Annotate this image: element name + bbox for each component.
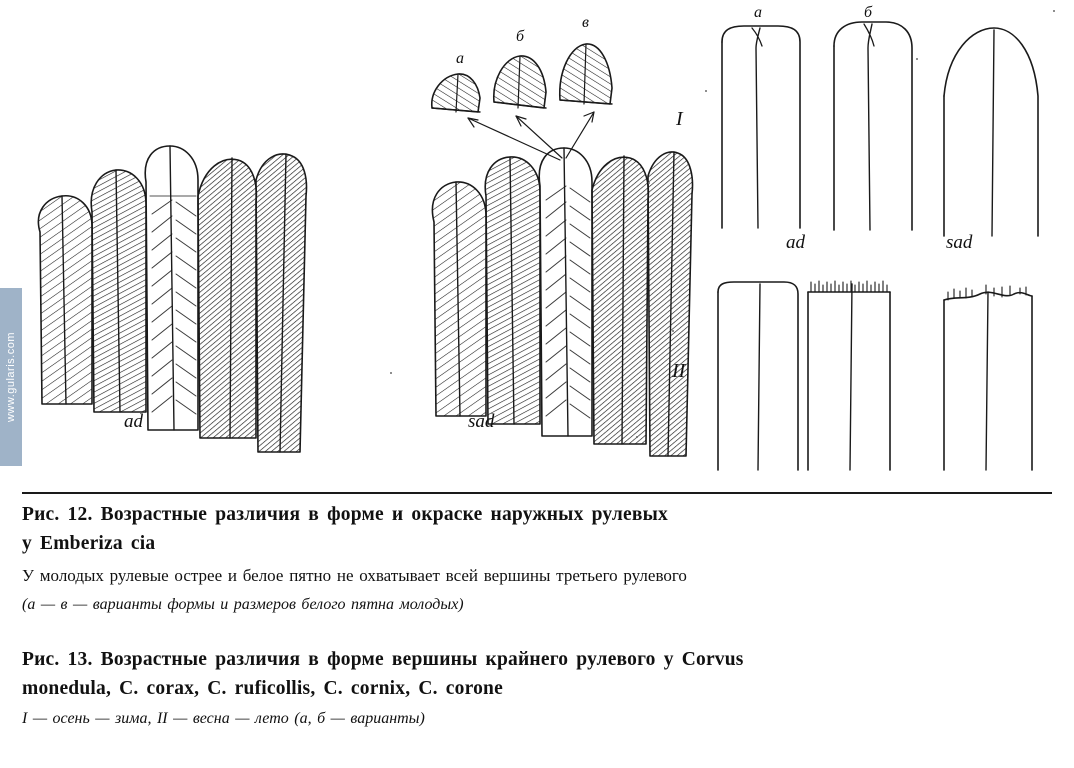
- print-speck: [648, 182, 650, 184]
- figure13-title-1: Возрастные различия в форме вершины крайнего рулевого у Corvus: [100, 648, 744, 670]
- label-variant-a: a: [456, 50, 464, 67]
- watermark-text: www.gularis.com: [5, 331, 17, 423]
- label-fig13-top-a: a: [754, 4, 762, 21]
- label-fig13-ad: ad: [786, 232, 805, 253]
- label-variant-v: в: [582, 14, 589, 31]
- label-variant-b: б: [516, 28, 525, 45]
- print-speck: [672, 330, 674, 332]
- figure13-caption: [22, 647, 1052, 732]
- caption-block: [22, 492, 1052, 731]
- figure13-number: Рис. 13.: [22, 648, 93, 670]
- figure12-sub-2: (а — в — варианты формы и размеров белого пятна молодых): [22, 595, 464, 613]
- figure13-caption-line1: [22, 647, 1052, 674]
- label-row-II: II: [672, 360, 686, 382]
- print-speck: [916, 58, 918, 60]
- print-speck: [1053, 10, 1055, 12]
- figure12-number: Рис. 12.: [22, 504, 93, 525]
- label-row-I: I: [676, 108, 683, 130]
- figure12-caption: [22, 502, 1052, 617]
- figure12-title-2: у Emberiza cia: [22, 532, 156, 554]
- figure12-title-1: Возрастные различия в форме и окраске наружных рулевых: [100, 504, 668, 525]
- label-fig13-top-b: б: [864, 4, 873, 21]
- figure13-title-2: monedula, C. corax, C. ruficollis, C. cornix, C. corone: [22, 677, 503, 699]
- figure12-sub-1: У молодых рулевые острее и белое пятно не охватывает всей вершины третьего рулевого: [22, 565, 687, 585]
- print-speck: [705, 90, 707, 92]
- figure13-sub-1: I — осень — зима, II — весна — лето (а, б — варианты): [22, 710, 425, 728]
- label-fig12-ad: ad: [124, 411, 143, 432]
- print-speck: [636, 436, 638, 438]
- label-fig13-sad: sad: [946, 232, 973, 253]
- caption-divider-top: [22, 492, 1052, 494]
- figure12-caption-line1: [22, 502, 1052, 529]
- label-fig12-sad: sad: [468, 411, 495, 432]
- print-speck: [390, 372, 392, 374]
